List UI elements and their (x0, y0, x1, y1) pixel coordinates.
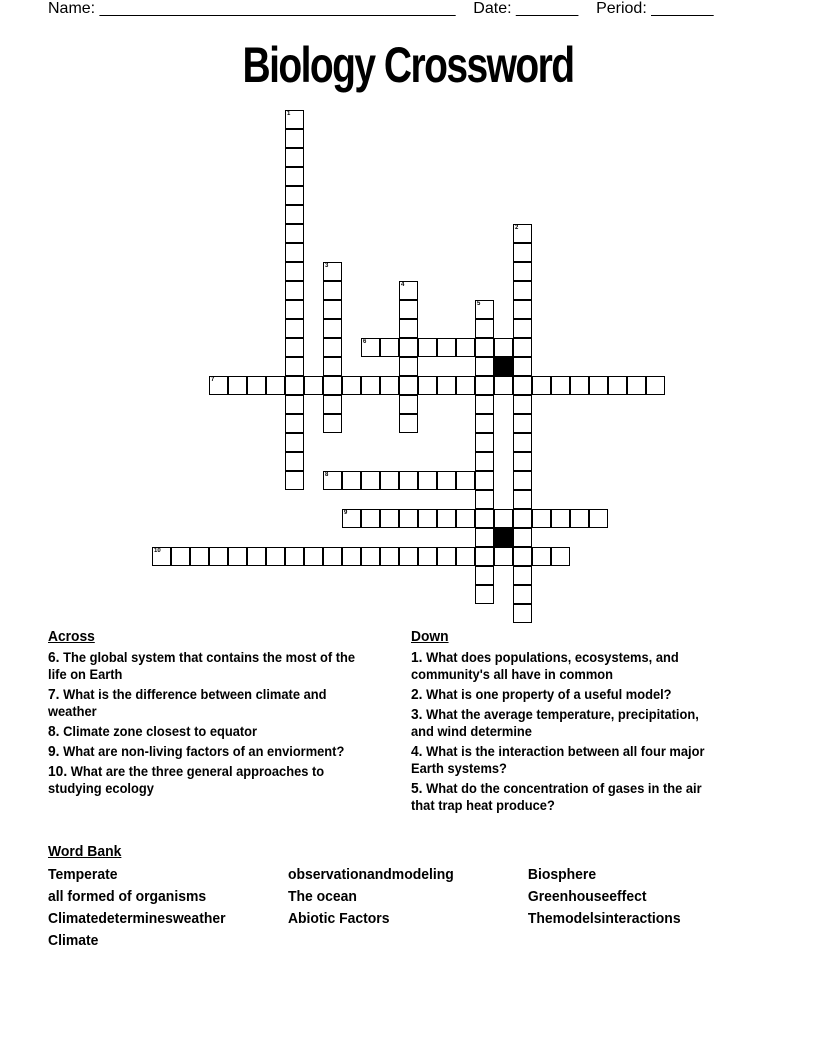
crossword-cell[interactable] (285, 395, 304, 414)
crossword-cell[interactable] (380, 509, 399, 528)
crossword-cell[interactable] (494, 547, 513, 566)
name-label: Name: (48, 0, 96, 17)
clue-number: 7. (48, 686, 60, 703)
clue-text: What the average temperature, precipitation, and wind determine (411, 706, 699, 739)
crossword-cell[interactable] (551, 509, 570, 528)
crossword-cell[interactable] (513, 566, 532, 585)
crossword-cell[interactable] (399, 281, 418, 300)
crossword-cell[interactable] (475, 547, 494, 566)
clue-number-label: 5 (477, 301, 481, 307)
across-heading: Across (48, 628, 95, 645)
crossword-cell[interactable] (152, 547, 171, 566)
crossword-cell[interactable] (228, 547, 247, 566)
crossword-cell[interactable] (399, 319, 418, 338)
crossword-cell[interactable] (513, 319, 532, 338)
crossword-cell[interactable] (285, 167, 304, 186)
clue-number-label: 8 (325, 472, 329, 478)
crossword-cell[interactable] (361, 547, 380, 566)
clue-text: What are the three general approaches to studying ecology (48, 763, 325, 796)
crossword-cell[interactable] (285, 243, 304, 262)
crossword-cell[interactable] (589, 376, 608, 395)
crossword-cell[interactable] (342, 547, 361, 566)
crossword-cell[interactable] (551, 547, 570, 566)
crossword-cell[interactable] (570, 509, 589, 528)
across-clues (48, 628, 361, 800)
clue-number-label: 4 (401, 282, 405, 288)
crossword-cell[interactable] (456, 338, 475, 357)
clue-number: 1. (411, 649, 423, 666)
crossword-cell[interactable] (399, 414, 418, 433)
crossword-cell[interactable] (285, 471, 304, 490)
crossword-cell[interactable] (627, 376, 646, 395)
crossword-cell[interactable] (399, 357, 418, 376)
clue-number: 3. (411, 706, 423, 723)
crossword-black-cell (494, 357, 513, 376)
crossword-cell[interactable] (418, 338, 437, 357)
crossword-cell[interactable] (399, 376, 418, 395)
date-label: Date: (473, 0, 512, 17)
clue-number: 4. (411, 743, 423, 760)
crossword-cell[interactable] (285, 110, 304, 129)
crossword-cell[interactable] (475, 471, 494, 490)
crossword-cell[interactable] (437, 376, 456, 395)
crossword-cell[interactable] (323, 338, 342, 357)
crossword-cell[interactable] (323, 319, 342, 338)
clue-number: 6. (48, 649, 60, 666)
clue-across-7 (48, 686, 361, 720)
word-bank-item: Biosphere (527, 866, 597, 883)
word-bank-item: all formed of organisms (48, 888, 207, 905)
crossword-cell[interactable] (513, 224, 532, 243)
crossword-cell[interactable] (475, 452, 494, 471)
crossword-cell[interactable] (209, 376, 228, 395)
word-bank-item: Abiotic Factors (287, 910, 390, 927)
crossword-cell[interactable] (513, 452, 532, 471)
clue-across-8 (48, 723, 361, 740)
crossword-cell[interactable] (304, 547, 323, 566)
crossword-cell[interactable] (361, 509, 380, 528)
clue-number-label: 1 (287, 111, 291, 117)
crossword-cell[interactable] (418, 376, 437, 395)
crossword-cell[interactable] (513, 376, 532, 395)
clue-across-6 (48, 649, 361, 683)
period-blank[interactable]: _______ (651, 0, 714, 17)
crossword-cell[interactable] (380, 338, 399, 357)
crossword-cell[interactable] (456, 376, 475, 395)
down-clues (411, 628, 724, 817)
clue-number-label: 3 (325, 263, 329, 269)
word-bank (48, 843, 755, 950)
word-bank-heading: Word Bank (48, 843, 122, 860)
crossword-cell[interactable] (380, 376, 399, 395)
crossword-cell[interactable] (437, 471, 456, 490)
crossword-cell[interactable] (475, 490, 494, 509)
crossword-cell[interactable] (513, 357, 532, 376)
clue-down-5 (411, 780, 724, 814)
crossword-cell[interactable] (285, 547, 304, 566)
crossword-cell[interactable] (475, 338, 494, 357)
crossword-cell[interactable] (285, 224, 304, 243)
crossword-cell[interactable] (171, 547, 190, 566)
crossword-cell[interactable] (285, 319, 304, 338)
crossword-cell[interactable] (475, 300, 494, 319)
clue-number: 5. (411, 780, 423, 797)
crossword-cell[interactable] (361, 376, 380, 395)
crossword-cell[interactable] (475, 414, 494, 433)
clue-number-label: 9 (344, 510, 348, 516)
crossword-cell[interactable] (513, 509, 532, 528)
crossword-cell[interactable] (399, 395, 418, 414)
clue-text: What does populations, ecosystems, and community's all have in common (411, 649, 679, 682)
crossword-cell[interactable] (342, 376, 361, 395)
crossword-cell[interactable] (361, 338, 380, 357)
crossword-cell[interactable] (342, 471, 361, 490)
crossword-cell[interactable] (475, 395, 494, 414)
crossword-cell[interactable] (513, 471, 532, 490)
crossword-cell[interactable] (285, 205, 304, 224)
crossword-cell[interactable] (475, 357, 494, 376)
crossword-cell[interactable] (399, 471, 418, 490)
clue-down-1 (411, 649, 724, 683)
crossword-cell[interactable] (266, 547, 285, 566)
clue-number: 8. (48, 723, 60, 740)
clue-text: What are non-living factors of an enviorment? (63, 743, 345, 759)
crossword-cell[interactable] (437, 509, 456, 528)
crossword-cell[interactable] (532, 509, 551, 528)
crossword-cell[interactable] (399, 338, 418, 357)
crossword-cell[interactable] (437, 547, 456, 566)
crossword-cell[interactable] (323, 357, 342, 376)
crossword-cell[interactable] (285, 300, 304, 319)
crossword-cell[interactable] (323, 300, 342, 319)
name-blank[interactable]: ________________________________________ (99, 0, 456, 17)
clue-number-label: 10 (154, 548, 161, 554)
crossword-cell[interactable] (532, 376, 551, 395)
crossword-cell[interactable] (361, 471, 380, 490)
clue-down-3 (411, 706, 724, 740)
crossword-cell[interactable] (323, 414, 342, 433)
crossword-cell[interactable] (266, 376, 285, 395)
crossword-cell[interactable] (513, 490, 532, 509)
crossword-cell[interactable] (475, 566, 494, 585)
crossword-cell[interactable] (475, 376, 494, 395)
crossword-cell[interactable] (247, 547, 266, 566)
crossword-cell[interactable] (513, 338, 532, 357)
crossword-cell[interactable] (285, 262, 304, 281)
clue-down-4 (411, 743, 724, 777)
page-title: Biology Crossword (242, 37, 574, 93)
crossword-cell[interactable] (399, 300, 418, 319)
crossword-cell[interactable] (285, 376, 304, 395)
crossword-cell[interactable] (285, 186, 304, 205)
word-bank-item: Themodelsinteractions (527, 910, 681, 927)
clue-number-label: 2 (515, 225, 519, 231)
crossword-cell[interactable] (323, 281, 342, 300)
crossword-cell[interactable] (456, 471, 475, 490)
crossword-cell[interactable] (418, 509, 437, 528)
crossword-cell[interactable] (494, 376, 513, 395)
crossword-cell[interactable] (380, 471, 399, 490)
crossword-cell[interactable] (513, 281, 532, 300)
crossword-cell[interactable] (513, 262, 532, 281)
crossword-cell[interactable] (532, 547, 551, 566)
clue-number-label: 7 (211, 377, 215, 383)
period-label: Period: (596, 0, 647, 17)
clue-number-label: 6 (363, 339, 367, 345)
crossword-cell[interactable] (399, 509, 418, 528)
crossword-cell[interactable] (285, 433, 304, 452)
crossword-cell[interactable] (513, 243, 532, 262)
word-bank-item: Climatedeterminesweather (48, 910, 226, 927)
crossword-black-cell (494, 528, 513, 547)
crossword-cell[interactable] (513, 585, 532, 604)
crossword-cell[interactable] (285, 281, 304, 300)
crossword-cell[interactable] (323, 395, 342, 414)
clue-across-9 (48, 743, 361, 760)
crossword-cell[interactable] (475, 509, 494, 528)
clue-across-10 (48, 763, 361, 797)
crossword-cell[interactable] (513, 528, 532, 547)
crossword-cell[interactable] (475, 528, 494, 547)
crossword-cell[interactable] (304, 376, 323, 395)
crossword-cell[interactable] (323, 262, 342, 281)
crossword-cell[interactable] (285, 338, 304, 357)
crossword-cell[interactable] (513, 604, 532, 623)
clue-text: What is the interaction between all four major Earth systems? (411, 743, 705, 776)
crossword-cell[interactable] (285, 452, 304, 471)
clue-number: 9. (48, 743, 60, 760)
crossword-cell[interactable] (380, 547, 399, 566)
crossword-cell[interactable] (285, 129, 304, 148)
clue-number: 2. (411, 686, 423, 703)
crossword-cell[interactable] (247, 376, 266, 395)
crossword-cell[interactable] (228, 376, 247, 395)
crossword-cell[interactable] (513, 433, 532, 452)
crossword-cell[interactable] (475, 433, 494, 452)
clue-down-2 (411, 686, 724, 703)
crossword-cell[interactable] (589, 509, 608, 528)
clue-text: The global system that contains the most of the life on Earth (48, 649, 356, 682)
crossword-cell[interactable] (475, 585, 494, 604)
crossword-cell[interactable] (342, 509, 361, 528)
clue-text: What is one property of a useful model? (426, 686, 672, 702)
crossword-cell[interactable] (437, 338, 456, 357)
crossword-cell[interactable] (418, 547, 437, 566)
word-bank-item: Greenhouseeffect (527, 888, 647, 905)
clue-text: What do the concentration of gases in the air that trap heat produce? (411, 780, 702, 813)
crossword-cell[interactable] (608, 376, 627, 395)
word-bank-item: observationandmodeling (287, 866, 454, 883)
crossword-cell[interactable] (494, 509, 513, 528)
word-bank-item: The ocean (287, 888, 357, 905)
crossword-cell[interactable] (209, 547, 228, 566)
crossword-cell[interactable] (323, 471, 342, 490)
clue-number: 10. (48, 763, 68, 780)
crossword-cell[interactable] (323, 376, 342, 395)
crossword-cell[interactable] (456, 547, 475, 566)
date-blank[interactable]: _______ (516, 0, 579, 17)
crossword-cell[interactable] (494, 338, 513, 357)
crossword-cell[interactable] (513, 395, 532, 414)
crossword-cell[interactable] (285, 414, 304, 433)
crossword-cell[interactable] (475, 319, 494, 338)
crossword-cell[interactable] (513, 547, 532, 566)
word-bank-item: Temperate (48, 866, 118, 883)
crossword-cell[interactable] (285, 148, 304, 167)
crossword-cell[interactable] (323, 547, 342, 566)
crossword-cell[interactable] (456, 509, 475, 528)
crossword-cell[interactable] (551, 376, 570, 395)
word-bank-item: Climate (48, 932, 99, 949)
crossword-cell[interactable] (418, 471, 437, 490)
crossword-cell[interactable] (190, 547, 209, 566)
crossword-cell[interactable] (513, 300, 532, 319)
crossword-cell[interactable] (399, 547, 418, 566)
crossword-cell[interactable] (646, 376, 665, 395)
clue-text: What is the difference between climate and weather (48, 686, 327, 719)
down-heading: Down (411, 628, 449, 645)
crossword-cell[interactable] (570, 376, 589, 395)
clue-text: Climate zone closest to equator (63, 723, 258, 739)
crossword-cell[interactable] (285, 357, 304, 376)
crossword-cell[interactable] (513, 414, 532, 433)
